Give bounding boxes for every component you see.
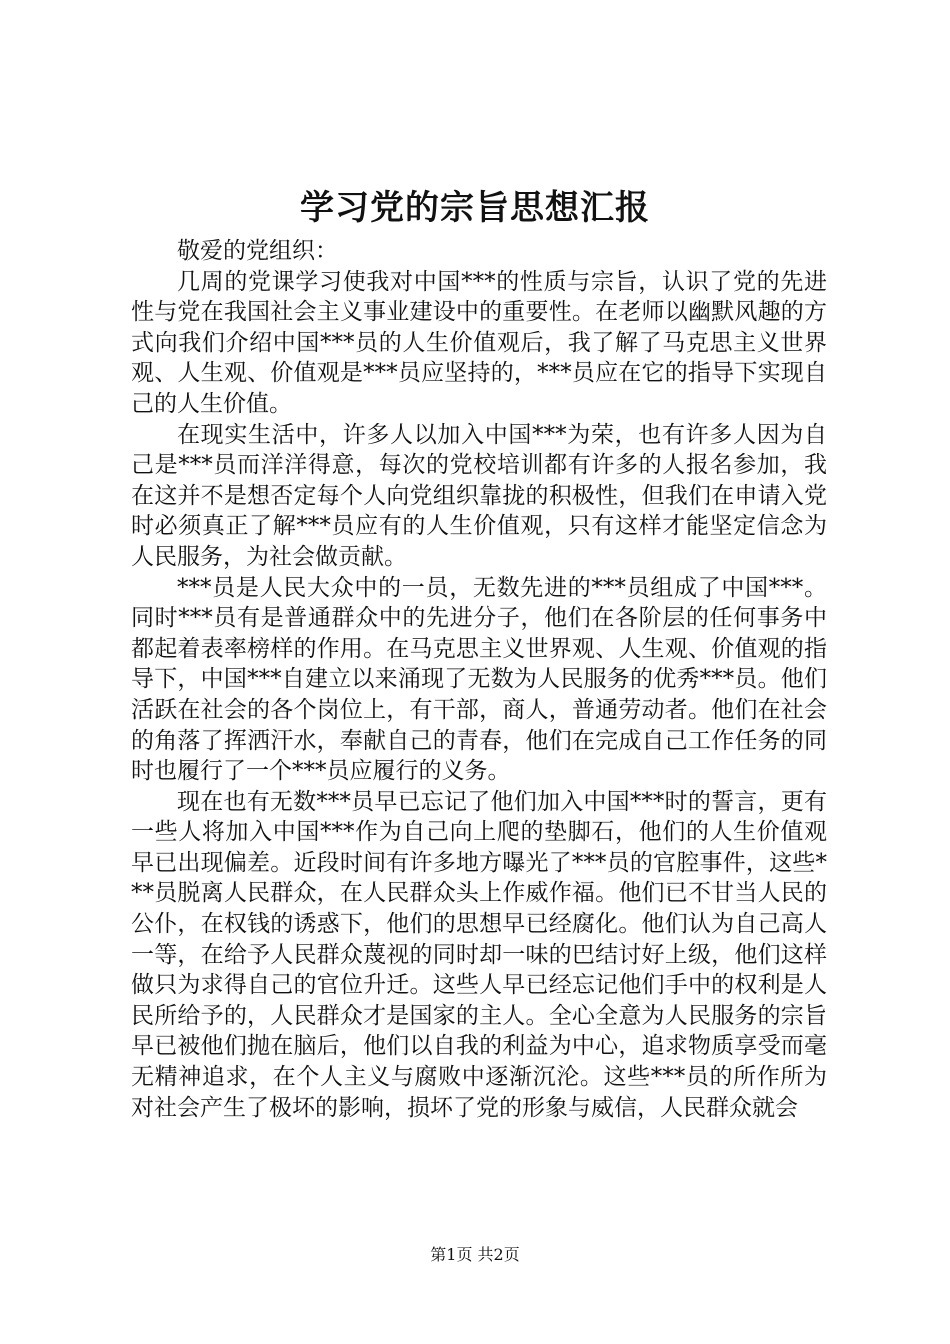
paragraph-2: 在现实生活中，许多人以加入中国***为荣，也有许多人因为自己是***员而洋洋得意，每次的党校培训都有许多的人报名参加，我在这并不是想否定每个人向党组织靠拢的积极性，但我们在申请入党时必须真正了解***员应有的人生价值观，只有这样才能坚定信念为人民服务，为社会做贡献。 xyxy=(131,421,827,570)
paragraph-3: ***员是人民大众中的一员，无数先进的***员组成了中国***。同时***员有是普通群众中的先进分子，他们在各阶层的任何事务中都起着表率榜样的作用。在马克思主义世界观、人生观、价值观的指导下，中国***自建立以来涌现了无数为人民服务的优秀***员。他们活跃在社会的各个岗位上，有干部，商人，普通劳动者。他们在社会的角落了挥洒汗水，奉献自己的青春，他们在完成自己工作任务的同时也履行了一个***员应履行的义务。 xyxy=(131,574,827,785)
paragraph-1: 几周的党课学习使我对中国***的性质与宗旨，认识了党的先进性与党在我国社会主义事业建设中的重要性。在老师以幽默风趣的方式向我们介绍中国***员的人生价值观后，我了解了马克思主义世界观、人生观、价值观是***员应坚持的，***员应在它的指导下实现自己的人生价值。 xyxy=(131,268,827,417)
document-body xyxy=(131,236,827,1123)
page-footer: 第1页 共2页 xyxy=(430,1245,520,1264)
salutation: 敬爱的党组织： xyxy=(177,238,338,264)
paragraph-4: 现在也有无数***员早已忘记了他们加入中国***时的誓言，更有一些人将加入中国***作为自己向上爬的垫脚石，他们的人生价值观早已出现偏差。近段时间有许多地方曝光了***员的官腔事件，这些***员脱离人民群众，在人民群众头上作威作福。他们已不甘当人民的公仆，在权钱的诱惑下，他们的思想早已经腐化。他们认为自己高人一等，在给予人民群众蔑视的同时却一味的巴结讨好上级，他们这样做只为求得自己的官位升迁。这些人早已经忘记他们手中的权利是人民所给予的，人民群众才是国家的主人。全心全意为人民服务的宗旨早已被他们抛在脑后，他们以自我的利益为中心，追求物质享受而毫无精神追求，在个人主义与腐败中逐渐沉沦。这些***员的所作所为对社会产生了极坏的影响，损坏了党的形象与威信，人民群众就会 xyxy=(131,788,827,1121)
document-title: 学习党的宗旨思想汇报 xyxy=(300,188,650,228)
